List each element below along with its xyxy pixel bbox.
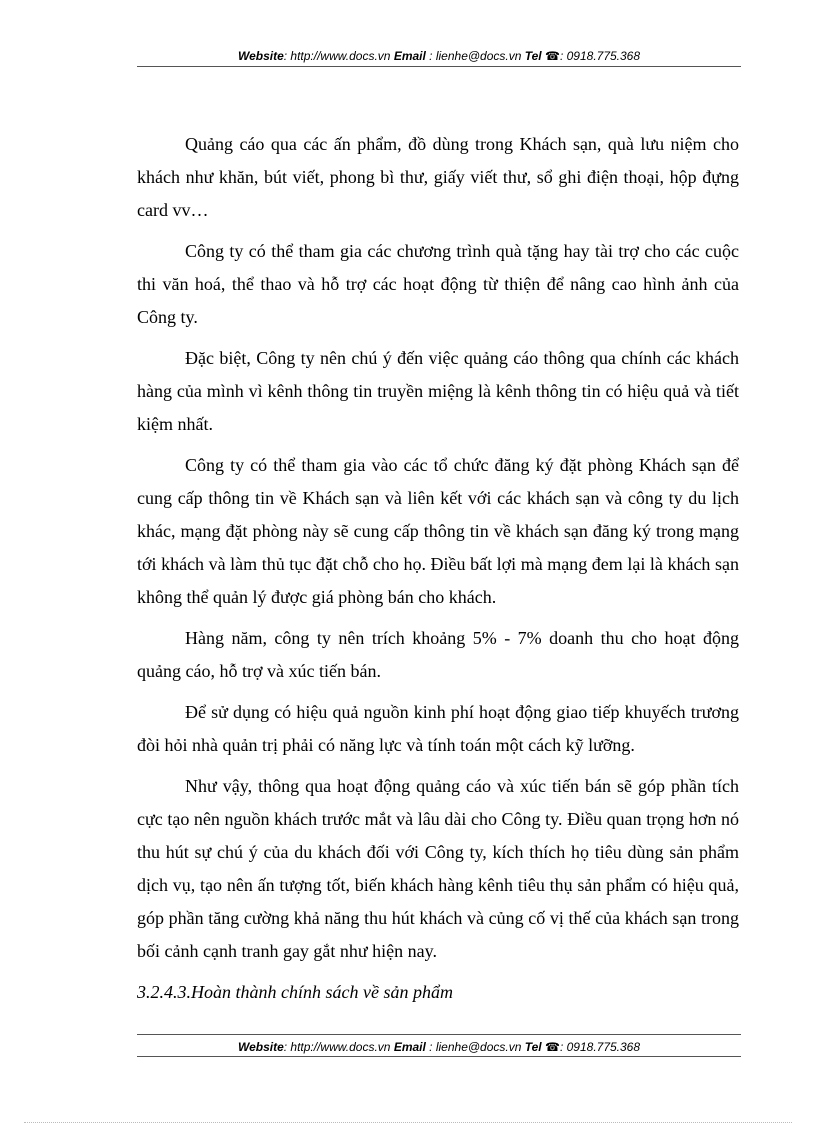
section-heading: 3.2.4.3.Hoàn thành chính sách về sản phẩm [137,982,453,1002]
footer-tel-value: : 0918.775.368 [559,1040,641,1054]
page-footer [137,1040,741,1054]
footer-divider-top [137,1034,741,1035]
page-header [137,49,741,63]
phone-icon: ☎ [545,49,560,63]
footer-website-label: Website [237,1040,284,1054]
document-body [137,128,739,1017]
footer-email-label: Email [393,1040,426,1054]
header-tel-value: : 0918.775.368 [559,49,641,63]
paragraph: Đặc biệt, Công ty nên chú ý đến việc quảng cáo thông qua chính các khách hàng của mình vì kênh thông tin truyền miệng là kênh thông tin có hiệu quả và tiết kiệm nhất. [137,348,739,434]
header-website-value[interactable]: : http://www.docs.vn [283,49,391,63]
header-divider [137,66,741,67]
header-email-value[interactable]: : lienhe@docs.vn [429,49,522,63]
paragraph: Hàng năm, công ty nên trích khoảng 5% - 7% doanh thu cho hoạt động quảng cáo, hỗ trợ và xúc tiến bán. [137,628,739,681]
paragraph: Công ty có thể tham gia các chương trình quà tặng hay tài trợ cho các cuộc thi văn hoá, thể thao và hỗ trợ các hoạt động từ thiện để nâng cao hình ảnh của Công ty. [137,241,739,327]
footer-tel-label: Tel [524,1040,542,1054]
paragraph: Như vậy, thông qua hoạt động quảng cáo và xúc tiến bán sẽ góp phần tích cực tạo nên nguồn khách trước mắt và lâu dài cho Công ty. Điều quan trọng hơn nó thu hút sự chú ý của du khách đối với Công ty, kích thích họ tiêu dùng sản phẩm dịch vụ, tạo nên ấn tượng tốt, biến khách hàng kênh tiêu thụ sản phẩm có hiệu quả, góp phần tăng cường khả năng thu hút khách và củng cố vị thế của khách sạn trong bối cảnh cạnh tranh gay gắt như hiện nay. [137,776,739,961]
paragraph: Quảng cáo qua các ấn phẩm, đồ dùng trong Khách sạn, quà lưu niệm cho khách như khăn, bút viết, phong bì thư, giấy viết thư, sổ ghi điện thoại, hộp đựng card vv… [137,134,739,220]
footer-divider-bottom [137,1056,741,1057]
phone-icon: ☎ [545,1040,560,1054]
header-website-label: Website [237,49,284,63]
footer-email-value[interactable]: : lienhe@docs.vn [429,1040,522,1054]
paragraph: Để sử dụng có hiệu quả nguồn kinh phí hoạt động giao tiếp khuyếch trương đòi hỏi nhà quản trị phải có năng lực và tính toán một cách kỹ lưỡng. [137,702,739,755]
header-email-label: Email [393,49,426,63]
footer-website-value[interactable]: : http://www.docs.vn [283,1040,391,1054]
header-tel-label: Tel [524,49,542,63]
paragraph: Công ty có thể tham gia vào các tổ chức đăng ký đặt phòng Khách sạn để cung cấp thông tin về Khách sạn và liên kết với các khách sạn và công ty du lịch khác, mạng đặt phòng này sẽ cung cấp thông tin về khách sạn đăng ký trong mạng tới khách và làm thủ tục đặt chỗ cho họ. Điều bất lợi mà mạng đem lại là khách sạn không thể quản lý được giá phòng bán cho khách. [137,455,739,607]
